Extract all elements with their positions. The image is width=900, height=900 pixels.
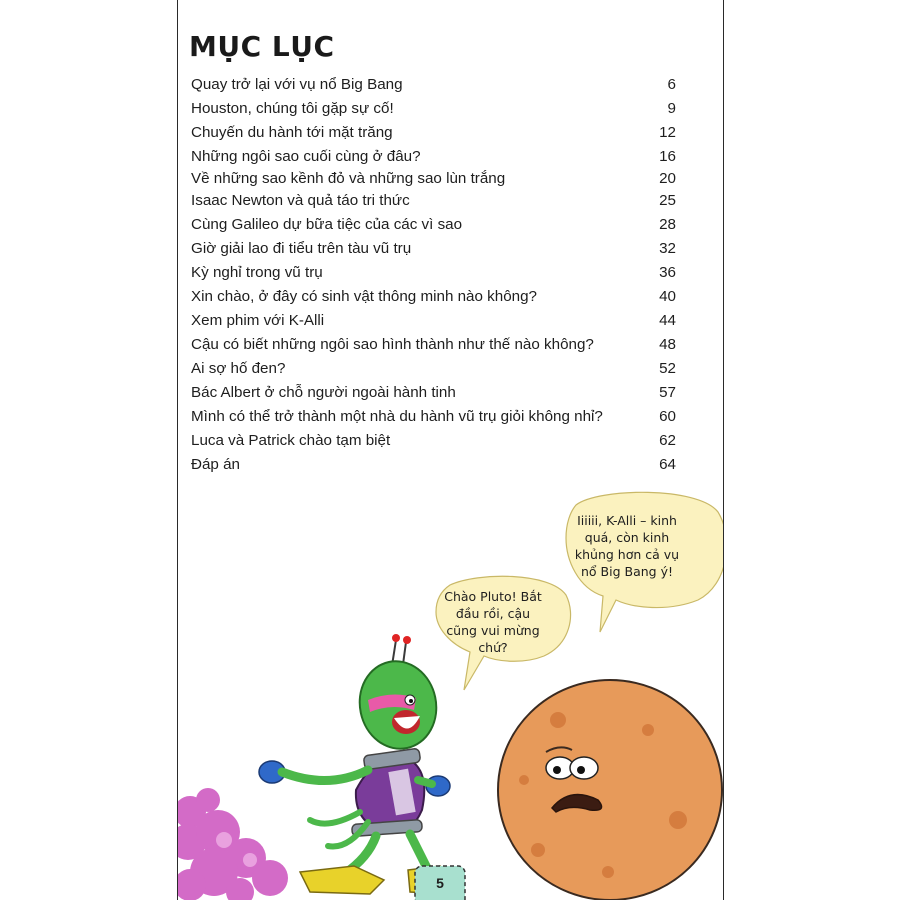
toc-title: MỤC LỤC	[189, 30, 335, 63]
toc-entry-page: 25	[659, 192, 676, 209]
toc-entry-page: 57	[659, 384, 676, 401]
toc-entry-page: 60	[659, 408, 676, 425]
toc-entry-title: Cùng Galileo dự bữa tiệc của các vì sao	[191, 216, 463, 233]
alien-speech-text: Chào Pluto! Bắt đầu rồi, cậu cũng vui mừng chứ?	[444, 589, 542, 655]
toc-entry-page: 20	[659, 170, 676, 187]
toc-entry-title: Isaac Newton và quả táo tri thức	[191, 192, 410, 209]
toc-entry-title: Kỳ nghỉ trong vũ trụ	[191, 264, 323, 281]
toc-entry-title: Xin chào, ở đây có sinh vật thông minh nào không?	[191, 288, 537, 305]
toc-entry-page: 62	[659, 432, 676, 449]
toc-entry-title: Luca và Patrick chào tạm biệt	[191, 432, 391, 449]
toc-entry-page: 32	[659, 240, 676, 257]
toc-entry-page: 6	[667, 76, 676, 93]
toc-entry-title: Đáp án	[191, 456, 240, 473]
toc-entry-title: Xem phim với K-Alli	[191, 312, 325, 329]
toc-entry-page: 64	[659, 456, 676, 473]
toc-entry-title: Ai sợ hố đen?	[191, 360, 286, 377]
toc-entry-page: 48	[659, 336, 676, 353]
toc-entry-page: 40	[659, 288, 676, 305]
toc-entry-page: 16	[659, 148, 676, 165]
toc-entry-title: Chuyến du hành tới mặt trăng	[191, 124, 393, 141]
toc-entry-page: 36	[659, 264, 676, 281]
toc-entry-title: Giờ giải lao đi tiểu trên tàu vũ trụ	[191, 240, 412, 257]
pluto-planet	[498, 680, 722, 900]
toc-entry-title: Mình có thể trở thành một nhà du hành vũ trụ giỏi không nhỉ?	[191, 408, 603, 425]
toc-entry-page: 44	[659, 312, 676, 329]
toc-entry-page: 52	[659, 360, 676, 377]
alien-character	[259, 634, 464, 894]
toc-entry-title: Cậu có biết những ngôi sao hình thành như thế nào không?	[191, 336, 594, 353]
toc-entry-page: 28	[659, 216, 676, 233]
toc-entry-page: 9	[667, 100, 676, 117]
toc-entry-title: Về những sao kềnh đỏ và những sao lùn trắng	[191, 170, 506, 187]
illustration	[178, 0, 723, 900]
toc-entry-title: Bác Albert ở chỗ người ngoài hành tinh	[191, 384, 456, 401]
book-page	[177, 0, 724, 900]
smoke-cloud	[178, 788, 288, 900]
toc-entry-title: Quay trở lại với vụ nổ Big Bang	[191, 76, 403, 93]
toc-entry-title: Houston, chúng tôi gặp sự cố!	[191, 100, 394, 117]
pluto-speech-text: Iiiiii, K-Alli – kinh quá, còn kinh khủng hơn cả vụ nổ Big Bang ý!	[574, 513, 680, 579]
toc-entry-page: 12	[659, 124, 676, 141]
page-number: 5	[436, 875, 444, 891]
toc-entry-title: Những ngôi sao cuối cùng ở đâu?	[191, 148, 421, 165]
